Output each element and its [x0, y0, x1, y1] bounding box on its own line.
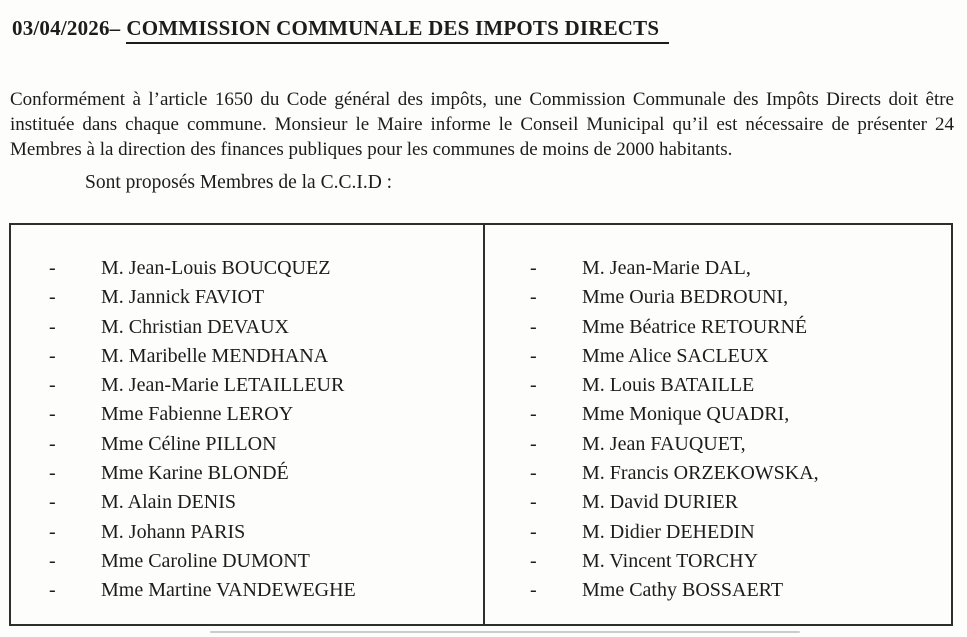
list-dash-bullet: -: [530, 462, 537, 485]
member-name: M. Vincent TORCHY: [582, 549, 759, 572]
member-list-item: [530, 316, 951, 345]
member-list-item: [49, 433, 483, 462]
member-list-item: [49, 257, 483, 286]
title-text: COMMISSION COMMUNALE DES IMPOTS DIRECTS: [126, 16, 669, 44]
member-list-item: [49, 374, 483, 403]
member-name: Mme Béatrice RETOURNÉ: [582, 315, 808, 338]
list-dash-bullet: -: [49, 374, 56, 397]
list-dash-bullet: -: [49, 344, 56, 367]
member-name: M. Didier DEHEDIN: [582, 520, 755, 543]
member-list-item: [49, 403, 483, 432]
member-list-item: [49, 286, 483, 315]
member-name: Mme Monique QUADRI,: [582, 403, 790, 426]
member-list-item: [530, 403, 951, 432]
list-dash-bullet: -: [49, 491, 56, 514]
member-name: Mme Karine BLONDÉ: [101, 462, 289, 485]
member-list-item: [530, 374, 951, 403]
member-name: M. Louis BATAILLE: [582, 374, 755, 397]
meeting-date: 03/04/2026–: [12, 16, 121, 40]
member-list-item: [530, 462, 951, 491]
subheading-proposed-members: Sont proposés Membres de la C.C.I.D :: [85, 172, 393, 193]
member-name: Mme Céline PILLON: [101, 432, 277, 455]
member-list-item: [530, 550, 951, 579]
list-dash-bullet: -: [530, 432, 537, 455]
members-column-right: [483, 225, 951, 624]
member-name: M. Johann PARIS: [101, 520, 246, 543]
member-list-item: [49, 345, 483, 374]
list-dash-bullet: -: [49, 462, 56, 485]
member-name: M. Jean-Marie LETAILLEUR: [101, 374, 345, 397]
member-list-item: [530, 433, 951, 462]
member-list-item: [49, 316, 483, 345]
member-name: M. Jean FAUQUET,: [582, 432, 746, 455]
member-name: Mme Fabienne LEROY: [101, 403, 294, 426]
list-dash-bullet: -: [49, 315, 56, 338]
list-dash-bullet: -: [530, 374, 537, 397]
member-name: M. Jean-Louis BOUCQUEZ: [101, 257, 331, 279]
list-dash-bullet: -: [49, 257, 56, 279]
member-list-item: [530, 286, 951, 315]
list-dash-bullet: -: [530, 403, 537, 426]
document-title: [12, 16, 669, 41]
member-name: M. Maribelle MENDHANA: [101, 344, 329, 367]
list-dash-bullet: -: [530, 549, 537, 572]
member-list-item: [530, 345, 951, 374]
list-dash-bullet: -: [49, 520, 56, 543]
member-list-item: [49, 550, 483, 579]
members-column-left: [11, 225, 483, 624]
member-name: Mme Caroline DUMONT: [101, 549, 310, 572]
member-list-item: [49, 579, 483, 608]
member-list-item: [49, 521, 483, 550]
member-name: Mme Ouria BEDROUNI,: [582, 286, 789, 309]
member-name: M. David DURIER: [582, 491, 739, 514]
list-dash-bullet: -: [530, 344, 537, 367]
member-name: Mme Cathy BOSSAERT: [582, 579, 784, 602]
member-list-item: [530, 521, 951, 550]
list-dash-bullet: -: [530, 579, 537, 602]
list-dash-bullet: -: [49, 579, 56, 602]
intro-paragraph: Conformément à l’article 1650 du Code général des impôts, une Commission Communale des Impôts Directs doit être instituée dans chaque commune. Monsieur le Maire informe le Conseil Municipal qu’il est nécessaire de présenter 24 Membres à la direction des finances publiques pour les communes de moins de 2000 habitants.: [10, 89, 954, 160]
list-dash-bullet: -: [530, 520, 537, 543]
member-list-item: [530, 579, 951, 608]
member-list-item: [530, 491, 951, 520]
list-dash-bullet: -: [49, 549, 56, 572]
list-dash-bullet: -: [530, 257, 537, 279]
member-list-item: [49, 462, 483, 491]
list-dash-bullet: -: [49, 286, 56, 309]
member-name: Mme Martine VANDEWEGHE: [101, 579, 356, 602]
list-dash-bullet: -: [530, 491, 537, 514]
members-table: [9, 223, 953, 626]
list-dash-bullet: -: [530, 286, 537, 309]
member-name: M. Jannick FAVIOT: [101, 286, 265, 309]
list-dash-bullet: -: [530, 315, 537, 338]
member-name: M. Alain DENIS: [101, 491, 236, 514]
scan-shadow-artifact: [210, 631, 800, 633]
member-name: M. Jean-Marie DAL,: [582, 257, 751, 279]
member-list-item: [49, 491, 483, 520]
member-name: M. Francis ORZEKOWSKA,: [582, 462, 819, 485]
member-name: Mme Alice SACLEUX: [582, 344, 769, 367]
member-name: M. Christian DEVAUX: [101, 315, 289, 338]
member-list-item: [530, 257, 951, 286]
list-dash-bullet: -: [49, 432, 56, 455]
list-dash-bullet: -: [49, 403, 56, 426]
